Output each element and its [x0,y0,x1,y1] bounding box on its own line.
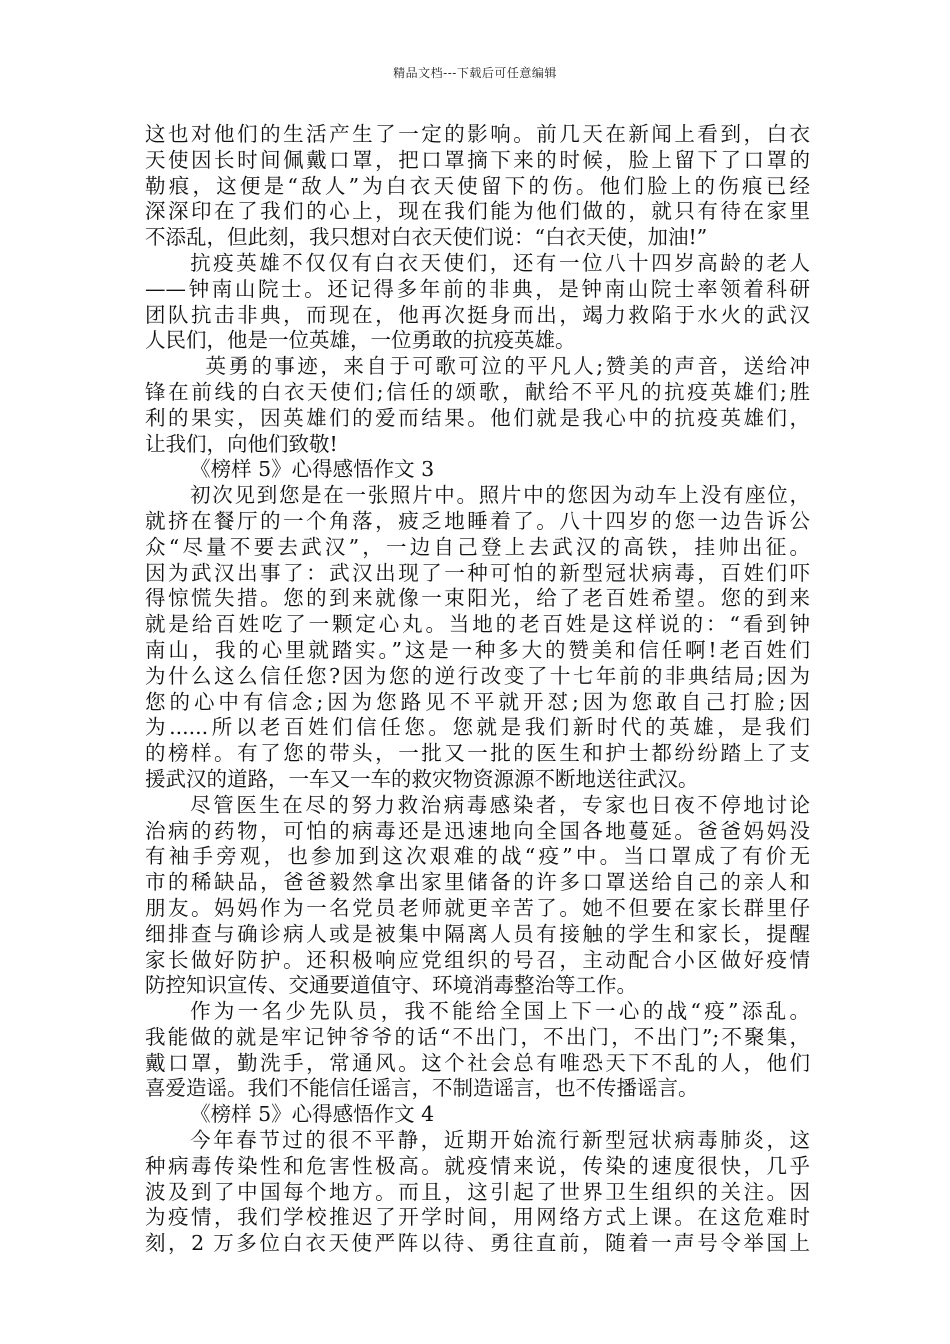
text-line: 就是给百姓吃了一颗定心丸。当地的老百姓是这样说的：“看到钟 [145,612,810,637]
text-line: 戴口罩，勤洗手，常通风。这个社会总有唯恐天下不乱的人，他们 [145,1050,810,1075]
text-line: 得惊慌失措。您的到来就像一束阳光，给了老百姓希望。您的到来 [145,586,810,611]
text-line: 因为武汉出事了：武汉出现了一种可怕的新型冠状病毒，百姓们吓 [145,560,810,585]
text-line: 援武汉的道路，一车又一车的救灾物资源源不断地送往武汉。 [145,766,699,791]
text-line: 为什么这么信任您?因为您的逆行改变了十七年前的非典结局;因为 [145,663,810,688]
text-line: 为疫情，我们学校推迟了开学时间，用网络方式上课。在这危难时 [145,1205,810,1230]
text-line: 朋友。妈妈作为一名党员老师就更辛苦了。她不但要在家长群里仔 [145,895,810,920]
text-line: 就挤在餐厅的一个角落，疲乏地睡着了。八十四岁的您一边告诉公 [145,508,810,533]
text-line: 天使因长时间佩戴口罩，把口罩摘下来的时候，脸上留下了口罩的 [145,147,810,172]
text-line: 勒痕，这便是“敌人”为白衣天使留下的伤。他们脸上的伤痕已经 [145,173,810,198]
text-line: 南山，我的心里就踏实。”这是一种多大的赞美和信任啊!老百姓们 [145,637,810,662]
text-line: 锋在前线的白衣天使们;信任的颂歌，献给不平凡的抗疫英雄们;胜 [145,379,810,404]
text-line: 防控知识宣传、交通要道值守、环境消毒整治等工作。 [145,973,637,998]
text-line: 刻，2 万多位白衣天使严阵以待、勇往直前，随着一声号令举国上 [145,1231,810,1256]
text-line: 我能做的就是牢记钟爷爷的话“不出门，不出门，不出门”;不聚集， [145,1024,810,1049]
text-line: 波及到了中国每个地方。而且，这引起了世界卫生组织的关注。因 [145,1179,810,1204]
text-line: 人民们，他是一位英雄，一位勇敢的抗疫英雄。 [145,328,576,353]
text-line: 不添乱，但此刻，我只想对白衣天使们说：“白衣天使，加油!” [145,225,708,250]
paragraph-first-line: 尽管医生在尽的努力救治病毒感染者，专家也日夜不停地讨论 [190,792,810,817]
text-line: 您的心中有信念;因为您路见不平就开怼;因为您敢自己打脸;因 [145,689,810,714]
paragraph-first-line: 今年春节过的很不平静，近期开始流行新型冠状病毒肺炎，这 [190,1128,810,1153]
text-line: 治病的药物，可怕的病毒还是迅速地向全国各地蔓延。爸爸妈妈没 [145,818,810,843]
document-body [145,122,810,1257]
text-line: 的榜样。有了您的带头，一批又一批的医生和护士都纷纷踏上了支 [145,741,810,766]
text-line: 众“尽量不要去武汉”，一边自己登上去武汉的高铁，挂帅出征。 [145,534,810,559]
text-line: ——钟南山院士。还记得多年前的非典，是钟南山院士率领着科研 [145,276,810,301]
text-line: 团队抗击非典，而现在，他再次挺身而出，竭力救陷于水火的武汉 [145,302,810,327]
paragraph-first-line: 初次见到您是在一张照片中。照片中的您因为动车上没有座位， [190,483,810,508]
paragraph-first-line: 英勇的事迹，来自于可歌可泣的平凡人;赞美的声音，送给冲 [205,354,810,379]
text-line: 这也对他们的生活产生了一定的影响。前几天在新闻上看到，白衣 [145,122,810,146]
text-line: 为......所以老百姓们信任您。您就是我们新时代的英雄，是我们 [145,715,810,740]
text-line: 喜爱造谣。我们不能信任谣言，不制造谣言，也不传播谣言。 [145,1076,699,1101]
page-header: 精品文档---下载后可任意编辑 [393,66,557,80]
text-line: 利的果实，因英雄们的爱而结果。他们就是我心中的抗疫英雄们， [145,405,810,430]
section-heading: 《榜样 5》心得感悟作文 3 [190,457,435,482]
text-line: 让我们，向他们致敬! [145,431,338,456]
text-line: 细排查与确诊病人或是被集中隔离人员有接触的学生和家长，提醒 [145,921,810,946]
text-line: 深深印在了我们的心上，现在我们能为他们做的，就只有待在家里 [145,199,810,224]
text-line: 有袖手旁观，也参加到这次艰难的战“疫”中。当口罩成了有价无 [145,844,810,869]
text-line: 家长做好防护。还积极响应党组织的号召，主动配合小区做好疫情 [145,947,810,972]
paragraph-first-line: 抗疫英雄不仅仅有白衣天使们，还有一位八十四岁高龄的老人 [190,250,810,275]
text-line: 市的稀缺品，爸爸毅然拿出家里储备的许多口罩送给自己的亲人和 [145,870,810,895]
text-line: 种病毒传染性和危害性极高。就疫情来说，传染的速度很快，几乎 [145,1153,810,1178]
paragraph-first-line: 作为一名少先队员，我不能给全国上下一心的战“疫”添乱。 [190,999,810,1024]
section-heading: 《榜样 5》心得感悟作文 4 [190,1102,435,1127]
